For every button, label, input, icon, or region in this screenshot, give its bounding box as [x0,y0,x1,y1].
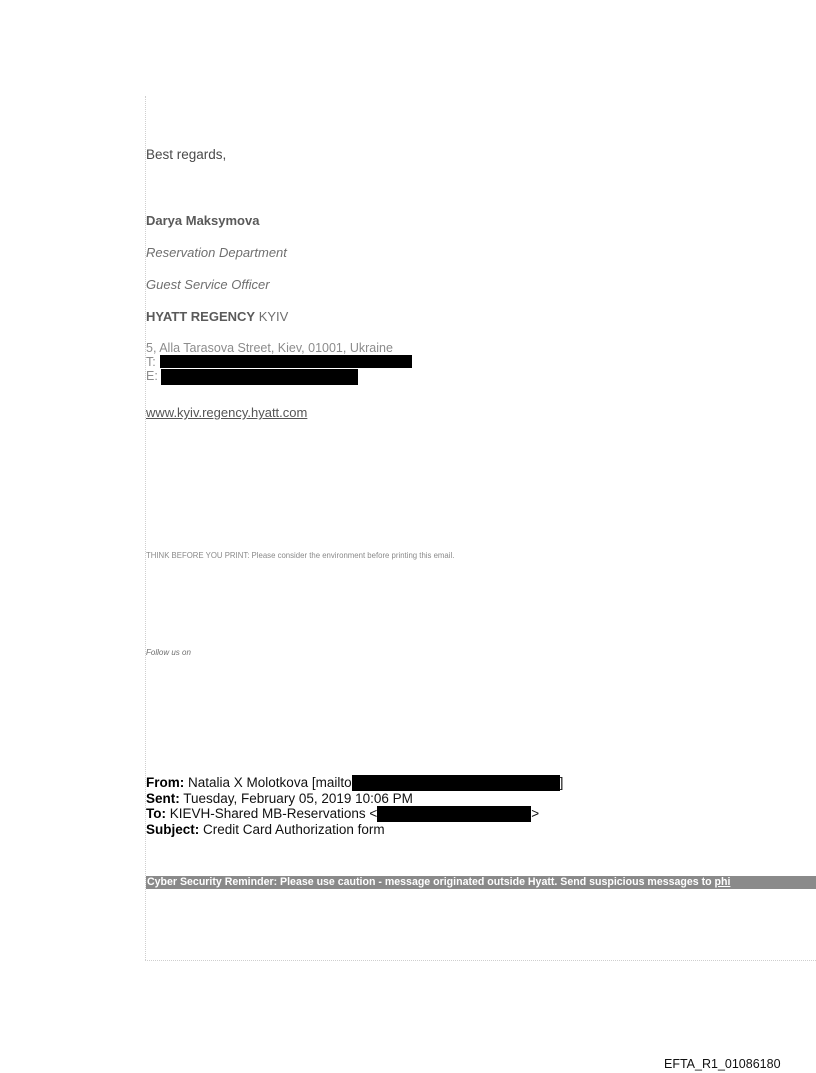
hotel-name [146,309,288,324]
from-row [146,775,563,791]
phone-redaction [160,355,412,368]
sent-row [146,791,563,807]
subject-value: Credit Card Authorization form [203,821,385,837]
address-line: 5, Alla Tarasova Street, Kiev, 01001, Ukraine [146,341,393,355]
sent-label: Sent: [146,790,180,806]
email-redaction [161,369,358,385]
message-frame-bottom-border [145,960,816,961]
email-label: E: [146,369,158,383]
from-label: From: [146,775,185,790]
to-row [146,806,563,822]
phone-line [146,355,412,369]
document-id: EFTA_R1_01086180 [664,1057,781,1071]
to-value: KIEVH-Shared MB-Reservations < [169,806,378,821]
sender-title: Guest Service Officer [146,277,270,292]
cyber-banner-link[interactable]: phi [714,876,731,888]
cyber-banner-text: Cyber Security Reminder: Please use caution - message originated outside Hyatt. Send suspicious messages to [147,876,715,888]
sender-department: Reservation Department [146,245,287,260]
closing-text: Best regards, [146,147,227,162]
from-value: Natalia X Molotkova [mailto [188,775,352,790]
subject-row [146,822,563,838]
contact-block [146,341,412,383]
email-line [146,369,412,383]
think-before-print-notice: THINK BEFORE YOU PRINT: Please consider the environment before printing this email. [146,551,455,560]
to-label: To: [146,806,166,821]
hotel-city: KYIV [258,309,289,324]
website-link[interactable]: www.kyiv.regency.hyatt.com [146,405,308,420]
to-email-redaction [377,806,531,822]
to-close: > [531,806,540,821]
from-email-redaction [352,775,560,791]
hotel-name-bold: HYATT REGENCY [146,309,256,324]
forwarded-email-header [146,775,563,837]
follow-us-text: Follow us on [146,648,191,657]
sent-value: Tuesday, February 05, 2019 10:06 PM [183,790,413,806]
cyber-security-banner [146,876,816,889]
sender-name: Darya Maksymova [146,213,260,228]
phone-label: T: [146,355,156,369]
from-close: ] [559,775,564,790]
subject-label: Subject: [146,821,200,837]
